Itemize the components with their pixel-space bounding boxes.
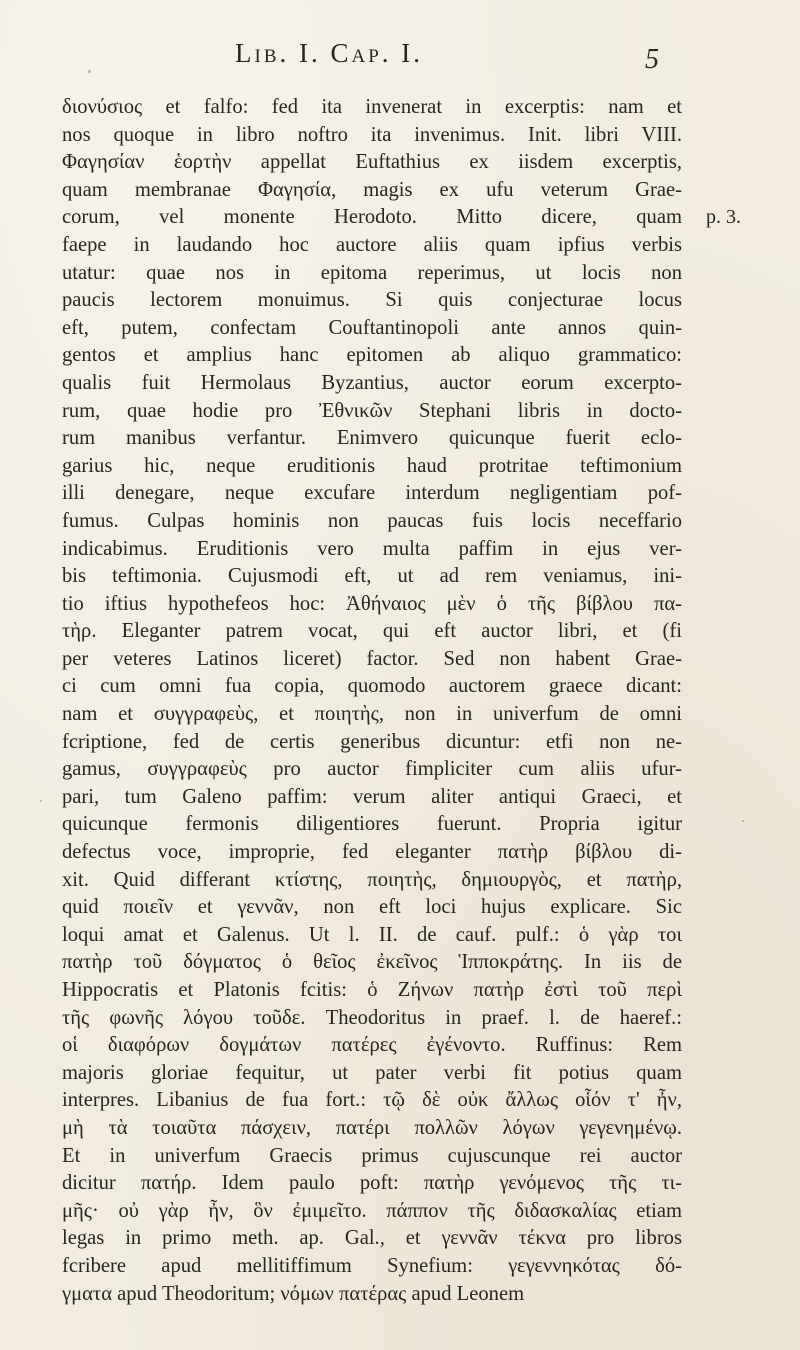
- text-line: pari, tum Galeno paffim: verum aliter antiqui Graeci, et: [62, 785, 682, 808]
- text-line: utatur: quae nos in epitoma reperimus, ut locis non: [62, 261, 682, 284]
- text-line: quicunque fermonis diligentiores fuerunt. Propria igitur: [62, 813, 682, 836]
- text-line: majoris gloriae fequitur, ut pater verbi fit potius quam: [62, 1061, 682, 1084]
- text-line: xit. Quid differant κτίστης, ποιητὴς, δημιουργὸς, et πατὴρ,: [62, 868, 682, 891]
- text-line: μῆς· οὐ γὰρ ἦν, ὃν ἐμιμεῖτο. πάππον τῆς διδασκαλίας etiam: [62, 1199, 682, 1222]
- text-line: interpres. Libanius de fua fort.: τῷ δὲ οὐκ ἄλλως οἷόν τ' ἦν,: [62, 1089, 682, 1112]
- text-line: quid ποιεῖν et γεννᾶν, non eft loci hujus explicare. Sic: [62, 896, 682, 919]
- text-line: garius hic, neque eruditionis haud protritae teftimonium: [62, 454, 682, 477]
- text-line: fumus. Culpas hominis non paucas fuis locis neceffario: [62, 509, 682, 532]
- text-line: τῆς φωνῆς λόγου τοῦδε. Theodoritus in praef. l. de haeref.:: [62, 1006, 682, 1029]
- running-title: Lib. I. Cap. I.: [235, 38, 424, 68]
- text-line: οἱ διαφόρων δογμάτων πατέρες ἐγένοντο. Ruffinus: Rem: [62, 1034, 682, 1057]
- text-line: Φαγησίαν ἑορτὴν appellat Euftathius ex iisdem excerptis,: [62, 151, 682, 174]
- text-line: gentos et amplius hanc epitomen ab aliquo grammatico:: [62, 344, 682, 367]
- text-line: faepe in laudando hoc auctore aliis quam ipfius verbis: [62, 233, 682, 256]
- text-line: indicabimus. Eruditionis vero multa paffim in ejus ver-: [62, 537, 682, 560]
- text-line: eft, putem, confectam Couftantinopoli ante annos quin-: [62, 316, 682, 339]
- text-line: nos quoque in libro noftro ita invenimus. Init. libri VIII.: [62, 123, 682, 146]
- text-line: fcriptione, fed de certis generibus dicuntur: etfi non ne-: [62, 730, 682, 753]
- text-line: loqui amat et Galenus. Ut l. II. de cauf. pulf.: ὁ γὰρ τοι: [62, 923, 682, 946]
- text-line: quam membranae Φαγησία, magis ex ufu veterum Grae-: [62, 178, 682, 201]
- text-line: Hippocratis et Platonis fcitis: ὁ Ζήνων πατὴρ ἐστὶ τοῦ περὶ: [62, 979, 682, 1001]
- text-line: qualis fuit Hermolaus Byzantius, auctor eorum excerpto-: [62, 371, 682, 394]
- text-line: tio iftius hypothefeos hoc: Ἀθήναιος μὲν ὁ τῆς βίβλου πα-: [62, 592, 682, 615]
- text-line: corum, vel monente Herodoto. Mitto dicere, quam: [62, 206, 682, 229]
- text-line: per veteres Latinos liceret) factor. Sed non habent Grae-: [62, 647, 682, 670]
- text-line: rum, quae hodie pro Ἐθνικῶν Stephani libris in docto-: [62, 399, 682, 422]
- text-line: fcribere apud mellitiffimum Synefium: γεγεννηκότας δό-: [62, 1254, 682, 1277]
- margin-page-reference: p. 3.: [706, 206, 741, 229]
- body-text: [62, 94, 682, 1308]
- text-line: ci cum omni fua copia, quomodo auctorem graece dicant:: [62, 675, 682, 698]
- text-line: paucis lectorem monuimus. Si quis conjecturae locus: [62, 289, 682, 312]
- page-number: 5: [645, 44, 659, 75]
- text-line: gamus, συγγραφεὺς pro auctor fimpliciter cum aliis ufur-: [62, 758, 682, 781]
- text-line: dicitur πατήρ. Idem paulo poft: πατὴρ γενόμενος τῆς τι-: [62, 1172, 682, 1195]
- text-line: legas in primo meth. ap. Gal., et γεννᾶν τέκνα pro libros: [62, 1227, 682, 1250]
- running-head: [0, 38, 800, 78]
- text-line: nam et συγγραφεὺς, et ποιητὴς, non in univerfum de omni: [62, 703, 682, 726]
- text-line: Et in univerfum Graecis primus cujuscunque rei auctor: [62, 1144, 682, 1167]
- text-line: τὴρ. Eleganter patrem vocat, qui eft auctor libri, et (fi: [62, 620, 682, 643]
- paper-speck: [88, 70, 91, 73]
- text-line: μὴ τὰ τοιαῦτα πάσχειν, πατέρι πολλῶν λόγων γεγενημένῳ.: [62, 1116, 682, 1139]
- text-line: illi denegare, neque excufare interdum negligentiam pof-: [62, 482, 682, 505]
- text-line: rum manibus verfantur. Enimvero quicunque fuerit eclo-: [62, 427, 682, 450]
- text-line: γματα apud Theodoritum; νόμων πατέρας apud Leonem: [62, 1282, 525, 1305]
- text-line: διονύσιος et falfo: fed ita invenerat in excerptis: nam et: [62, 96, 682, 118]
- paper-speck: [40, 800, 42, 802]
- text-line: bis teftimonia. Cujusmodi eft, ut ad rem veniamus, ini-: [62, 565, 682, 588]
- paper-speck: [742, 820, 744, 822]
- text-line: defectus voce, improprie, fed eleganter πατὴρ βίβλου di-: [62, 841, 682, 864]
- text-line: πατὴρ τοῦ δόγματος ὁ θεῖος ἐκεῖνος Ἱπποκράτης. In iis de: [62, 951, 682, 974]
